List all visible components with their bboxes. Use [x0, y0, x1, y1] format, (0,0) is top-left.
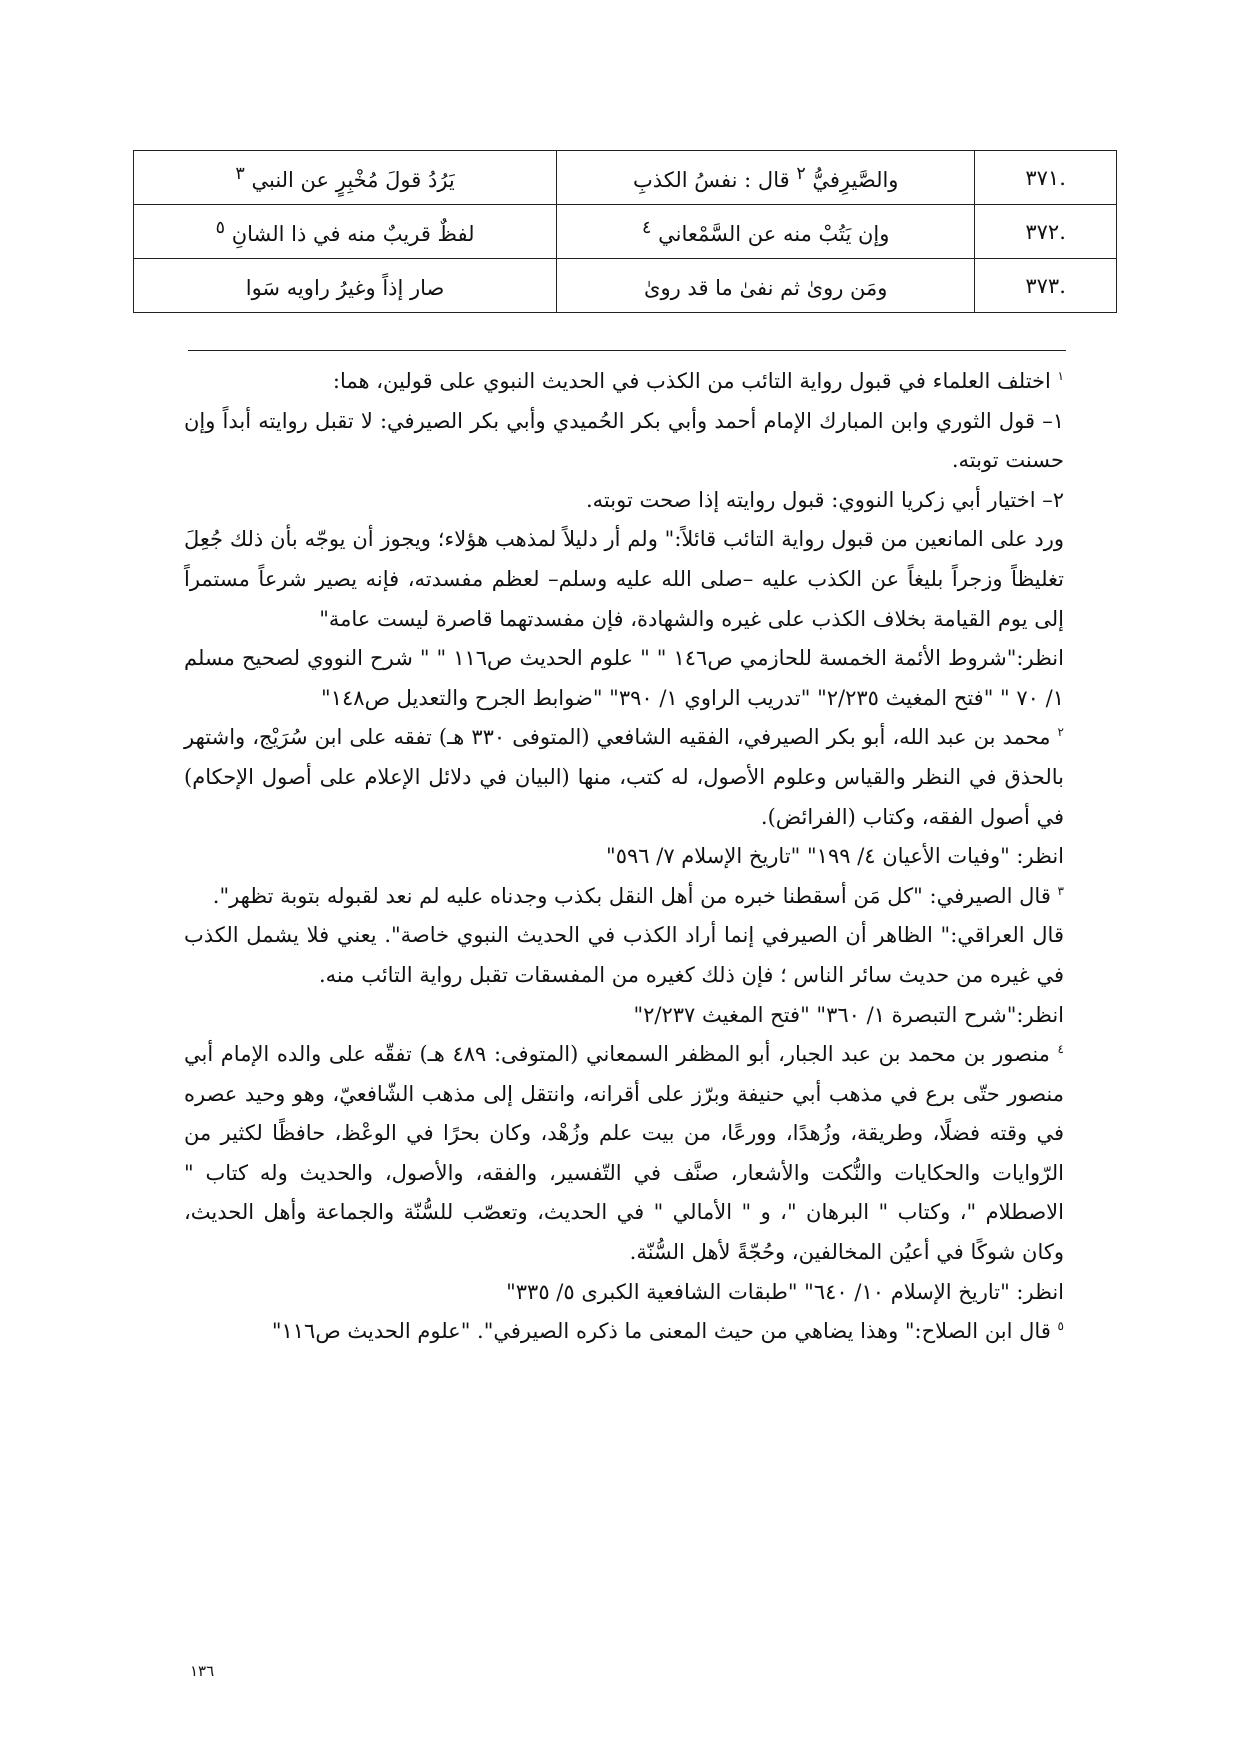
footnote-separator [188, 350, 1066, 351]
footnote-2-references: انظر: "وفيات الأعيان ٤/ ١٩٩" "تاريخ الإسلام ٧/ ٥٩٦" [606, 844, 1064, 869]
verse-row [134, 205, 1117, 259]
footnote-3 [184, 877, 1064, 917]
footnote-text: منصور بن محمد بن عبد الجبار، أبو المظفر السمعاني (المتوفى: ٤٨٩ هـ) تفقّه على والده الإمام أبي منصور حتّى برع في مذهب أبي حنيفة وبرّز على أقرانه، وانتقل إلى مذهب الشّافعيّ، وهو وحيد عصره في وقته فضلًا، وطريقة، وزُهدًا، وورعًا، من بيت علم وزُهْد، وكان بحرًا في الوعْظ، حافظًا لكثير من الرّوايات والحكايات والنُّكت والأشعار، صنَّف في التّفسير، والفقه، والأصول، والحديث وله كتاب " الاصطلام "، وكتاب " البرهان "، و " الأمالي " في الحديث، وتعصّب للسُّنّة والجماعة وأهل الحديث، وكان شوكًا في أعيُن المخالفين، وحُجّةً لأهل السُّنّة. [184, 1042, 1064, 1265]
hemistich-text: لفظٌ قريبٌ منه في ذا الشانِ [225, 221, 475, 246]
footnote-4-references: انظر: "تاريخ الإسلام ١٠/ ٦٤٠" "طبقات الشافعية الكبرى ٥/ ٣٣٥" [506, 1279, 1064, 1304]
footnote-3-references: انظر:"شرح التبصرة ١/ ٣٦٠" "فتح المغيث ٢/٢٣٧" [633, 1002, 1064, 1027]
footnote-ref: ٣ [235, 163, 245, 184]
verse-number: .٣٧٣ [975, 259, 1117, 313]
hemistich-text: يَرُدُ قولَ مُخْبِرٍ عن النبي [244, 167, 455, 192]
footnote-marker: ٥ [1057, 1319, 1064, 1334]
verse-number: .٣٧٢ [975, 205, 1117, 259]
hemistich-text: قال : نفسُ الكذبِ [632, 167, 797, 192]
footnotes-section [184, 362, 1064, 1352]
footnote-ref: ٢ [796, 163, 806, 184]
footnote-ref: ٤ [642, 217, 652, 238]
footnote-3-iraqi: قال العراقي:" الظاهر أن الصيرفي إنما أراد الكذب في الحديث النبوي خاصة". يعني فلا يشمل الكذب في غيره من حديث سائر الناس ؛ فإن ذلك كغيره من المفسقات تقبل رواية التائب منه. [184, 923, 1064, 987]
verse-first-hemistich [557, 151, 975, 205]
footnote-ref: ٥ [215, 217, 226, 238]
verse-first-hemistich [557, 259, 975, 313]
verse-second-hemistich [134, 205, 557, 259]
verse-row [134, 151, 1117, 205]
footnote-4 [184, 1035, 1064, 1273]
hemistich-text: صار إذاً وغيرُ راويه سَوا [245, 275, 445, 300]
footnote-marker: ٢ [1057, 725, 1064, 740]
footnote-5 [184, 1312, 1064, 1352]
footnote-text: قال ابن الصلاح:" وهذا يضاهي من حيث المعنى ما ذكره الصيرفي". "علوم الحديث ص١١٦" [271, 1319, 1058, 1344]
footnote-2 [184, 718, 1064, 837]
footnote-marker: ٤ [1057, 1042, 1064, 1057]
page-number: ١٣٦ [190, 1662, 215, 1680]
verse-second-hemistich [134, 259, 557, 313]
footnote-marker: ١ [1057, 369, 1064, 383]
verse-table [133, 150, 1117, 313]
footnote-marker: ٣ [1057, 883, 1064, 898]
verse-number: .٣٧١ [975, 151, 1117, 205]
footnote-1-rebuttal: ورد على المانعين من قبول رواية التائب قائلاً:" ولم أر دليلاً لمذهب هؤلاء؛ ويجوز أن يوجّه بأن ذلك جُعِلَ تغليظاً وزجراً بليغاً عن الكذب عليه –صلى الله عليه وسلم– لعظم مفسدته، فإنه يصير شرعاً مستمراً إلى يوم القيامة بخلاف الكذب على غيره والشهادة، فإن مفسدتهما قاصرة ليست عامة" [184, 527, 1064, 631]
hemistich-text: وإن يَتُبْ منه عن السَّمْعاني [651, 221, 890, 246]
footnote-1-references: انظر:"شروط الأئمة الخمسة للحازمي ص١٤٦ " " علوم الحديث ص١١٦ " " شرح النووي لصحيح مسلم ١/ ٧٠ " "فتح المغيث ٢/٢٣٥" "تدريب الراوي ١/ ٣٩٠" "ضوابط الجرح والتعديل ص١٤٨" [184, 646, 1064, 710]
footnote-text: اختلف العلماء في قبول رواية التائب من الكذب في الحديث النبوي على قولين، هما: [332, 369, 1058, 393]
footnote-1 [184, 362, 1064, 402]
hemistich-text: والصَّيرِفيُّ [805, 167, 899, 192]
verse-second-hemistich [134, 151, 557, 205]
footnote-1-item-2: ٢– اختيار أبي زكريا النووي: قبول روايته إذا صحت توبته. [586, 487, 1064, 512]
footnote-text: محمد بن عبد الله، أبو بكر الصيرفي، الفقيه الشافعي (المتوفى ٣٣٠ هـ) تفقه على ابن سُرَيْج، واشتهر بالحذق في النظر والقياس وعلوم الأصول، له كتب، منها (البيان في دلائل الإعلام على أصول الإحكام) في أصول الفقه، وكتاب (الفرائض). [184, 725, 1064, 829]
hemistich-text: ومَن روىٰ ثم نفىٰ ما قد روىٰ [644, 275, 888, 300]
footnote-1-item-1: ١– قول الثوري وابن المبارك الإمام أحمد وأبي بكر الحُميدي وأبي بكر الصيرفي: لا تقبل روايته أبداً وإن حسنت توبته. [184, 408, 1064, 473]
footnote-text: قال الصيرفي: "كل مَن أسقطنا خبره من أهل النقل بكذب وجدناه عليه لم نعد لقبوله بتوبة تظهر". [212, 883, 1058, 908]
verse-row [134, 259, 1117, 313]
verse-first-hemistich [557, 205, 975, 259]
